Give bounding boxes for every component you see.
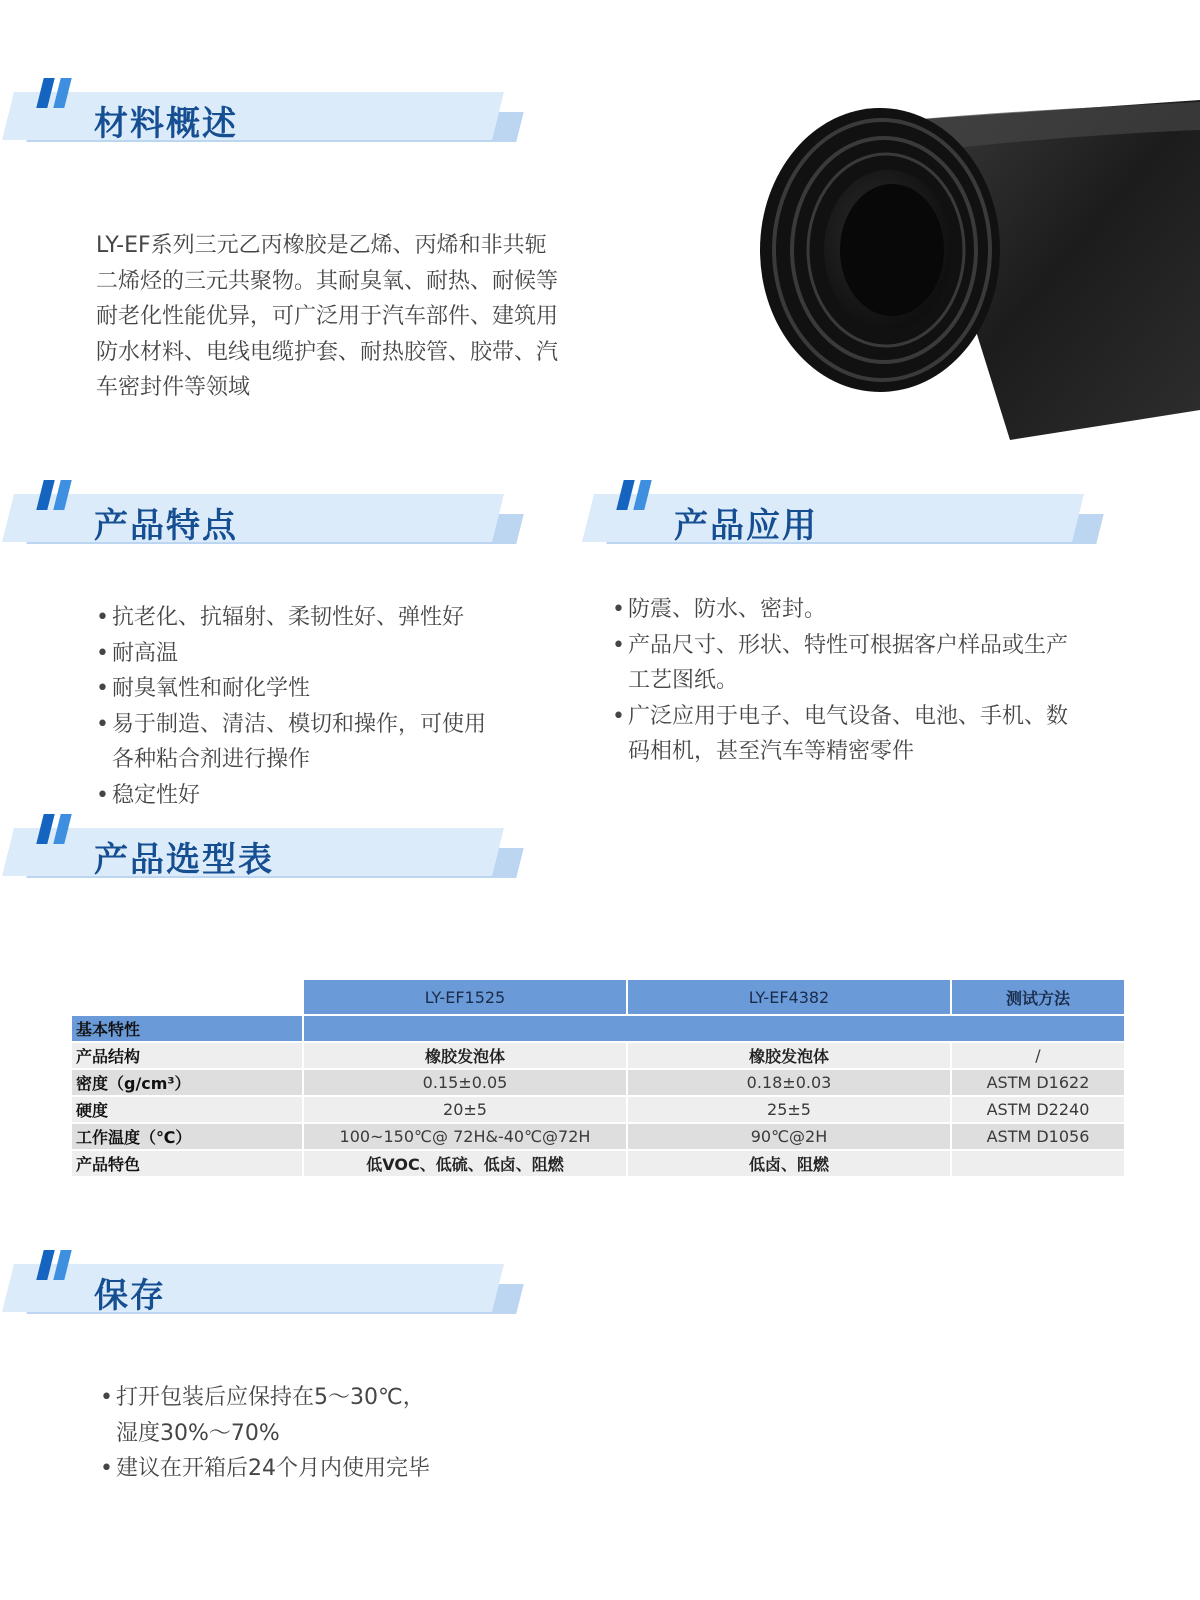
table-cell: 0.18±0.03 <box>627 1069 951 1096</box>
section-header-selection <box>0 812 540 902</box>
table-cell: ASTM D1622 <box>951 1069 1125 1096</box>
rubber-roll-image <box>760 100 1200 440</box>
overview-line: 二烯烃的三元共聚物。其耐臭氧、耐热、耐候等 <box>96 268 559 294</box>
table-group-label: 基本特性 <box>71 1015 303 1042</box>
table-cell: 橡胶发泡体 <box>303 1042 627 1069</box>
overview-line: LY-EF系列三元乙丙橡胶是乙烯、丙烯和非共轭 <box>96 233 547 258</box>
table-cell: 低卤、阻燃 <box>627 1150 951 1177</box>
header-stripes-icon <box>40 480 80 510</box>
section-header-features <box>0 478 540 568</box>
list-item: • 打开包装后应保持在5～30℃， 湿度30%～70% <box>100 1380 430 1451</box>
table-cell: 硬度 <box>71 1096 303 1123</box>
section-title: 产品特点 <box>94 506 238 546</box>
bullet-icon: • <box>100 1456 113 1481</box>
header-stripes-icon <box>620 480 660 510</box>
list-item: • 耐高温 <box>96 636 486 672</box>
bullet-icon: • <box>96 711 109 737</box>
applications-list <box>612 592 1068 770</box>
section-title: 产品选型表 <box>94 840 274 880</box>
bullet-icon: • <box>612 597 625 622</box>
table-cell: 橡胶发泡体 <box>627 1042 951 1069</box>
overview-line: 防水材料、电线电缆护套、耐热胶管、胶带、汽 <box>96 339 559 365</box>
table-header-cell: LY-EF4382 <box>627 979 951 1015</box>
table-row <box>71 1069 1125 1096</box>
section-header-overview <box>0 76 540 166</box>
section-title: 保存 <box>94 1276 166 1316</box>
section-header-storage <box>0 1248 540 1338</box>
table-cell: 产品结构 <box>71 1042 303 1069</box>
table-cell: 90℃@2H <box>627 1123 951 1150</box>
table-row <box>71 1096 1125 1123</box>
overview-paragraph <box>96 228 558 406</box>
list-item: • 稳定性好 <box>96 778 486 814</box>
bullet-icon: • <box>612 632 625 658</box>
bullet-icon: • <box>96 782 109 808</box>
table-header-row <box>71 979 1125 1015</box>
overview-line: 耐老化性能优异，可广泛用于汽车部件、建筑用 <box>96 304 559 329</box>
bullet-icon: • <box>612 703 625 729</box>
header-stripes-icon <box>40 1250 80 1280</box>
list-item: • 建议在开箱后24个月内使用完毕 <box>100 1451 430 1487</box>
table-header-cell <box>71 979 303 1015</box>
table-group-row <box>71 1015 1125 1042</box>
features-list <box>96 600 486 813</box>
storage-list <box>100 1380 430 1487</box>
table-cell: 低VOC、低硫、低卤、阻燃 <box>303 1150 627 1177</box>
list-item: • 防震、防水、密封。 <box>612 592 1068 628</box>
table-header-cell: LY-EF1525 <box>303 979 627 1015</box>
table-header-cell: 测试方法 <box>951 979 1125 1015</box>
table-cell: ASTM D1056 <box>951 1123 1125 1150</box>
list-item: • 广泛应用于电子、电气设备、电池、手机、数 码相机，甚至汽车等精密零件 <box>612 699 1068 770</box>
table-cell: ASTM D2240 <box>951 1096 1125 1123</box>
section-title: 产品应用 <box>674 506 818 546</box>
header-stripes-icon <box>40 78 80 108</box>
bullet-icon: • <box>96 676 109 701</box>
table-row <box>71 1123 1125 1150</box>
section-header-applications <box>580 478 1120 568</box>
table-cell: / <box>951 1042 1125 1069</box>
table-cell: 0.15±0.05 <box>303 1069 627 1096</box>
table-cell: 工作温度（℃） <box>71 1123 303 1150</box>
table-row <box>71 1042 1125 1069</box>
table-cell: 产品特色 <box>71 1150 303 1177</box>
table-cell: 25±5 <box>627 1096 951 1123</box>
table-row <box>71 1150 1125 1177</box>
bullet-icon: • <box>96 605 109 630</box>
overview-line: 车密封件等领域 <box>96 375 251 400</box>
list-item: • 耐臭氧性和耐化学性 <box>96 671 486 707</box>
table-cell: 100~150℃@ 72H&-40℃@72H <box>303 1123 627 1150</box>
selection-table <box>70 978 1126 1178</box>
section-title: 材料概述 <box>94 104 238 144</box>
table-cell: 密度（g/cm³） <box>71 1069 303 1096</box>
list-item: • 产品尺寸、形状、特性可根据客户样品或生产 工艺图纸。 <box>612 628 1068 699</box>
bullet-icon: • <box>100 1385 113 1410</box>
list-item: • 易于制造、清洁、模切和操作，可使用 各种粘合剂进行操作 <box>96 707 486 778</box>
table-cell: 20±5 <box>303 1096 627 1123</box>
table-group-fill <box>303 1015 1125 1042</box>
header-stripes-icon <box>40 814 80 844</box>
bullet-icon: • <box>96 640 109 666</box>
list-item: • 抗老化、抗辐射、柔韧性好、弹性好 <box>96 600 486 636</box>
table-cell <box>951 1150 1125 1177</box>
